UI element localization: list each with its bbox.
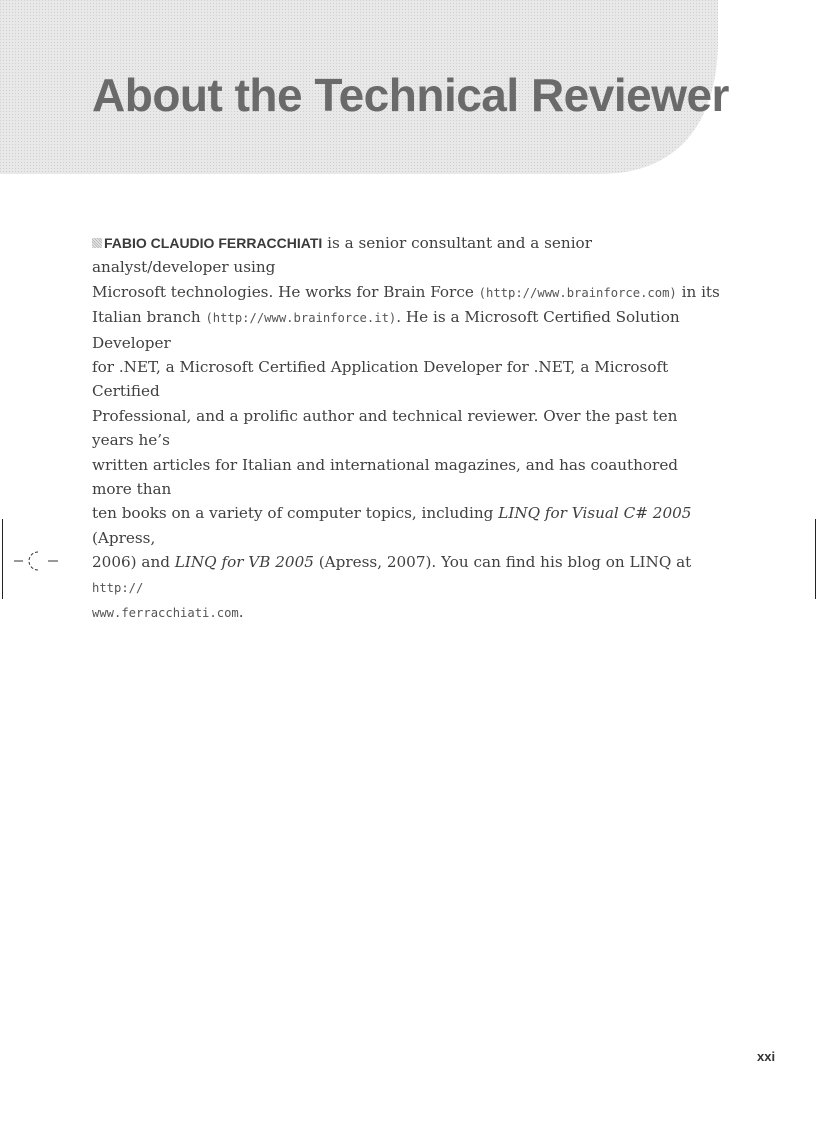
- bio-text: is a senior consultant and a senior analyst/developer using Microsoft technologies. He works for Brain Force: [92, 234, 592, 301]
- bio-text: . He is a Microsoft Certified Solution Developer for .NET, a Microsoft Certified Application Developer for .NET, a Microsoft Certified Professional, and a prolific author and technical reviewer. Over the past ten years he’s written articles for Italian and international magazines, and has coauthored more than ten books on a variety of computer topics, including: [92, 308, 680, 523]
- blog-link[interactable]: http:// www.ferracchiati.com: [92, 580, 239, 621]
- crop-mark-left: [2, 519, 3, 599]
- registration-mark-icon: [14, 550, 64, 572]
- bio-text: (Apress, 2006) and: [92, 528, 170, 572]
- brainforce-com-link[interactable]: (http://www.brainforce.com): [478, 285, 677, 300]
- page-number: xxi: [757, 1049, 776, 1064]
- bullet-marker-icon: [92, 238, 102, 248]
- chapter-title: About the Technical Reviewer: [92, 69, 729, 121]
- brainforce-it-link[interactable]: (http://www.brainforce.it): [205, 311, 397, 326]
- book-title: LINQ for VB 2005: [174, 553, 314, 572]
- book-title: LINQ for Visual C# 2005: [498, 504, 692, 523]
- reviewer-name: FABIO CLAUDIO FERRACCHIATI: [104, 235, 323, 251]
- reviewer-bio: [92, 231, 722, 626]
- bio-text: .: [238, 603, 244, 622]
- bio-text: in its Italian branch: [92, 282, 720, 327]
- bio-text: (Apress, 2007). You can find his blog on LINQ at: [313, 553, 692, 572]
